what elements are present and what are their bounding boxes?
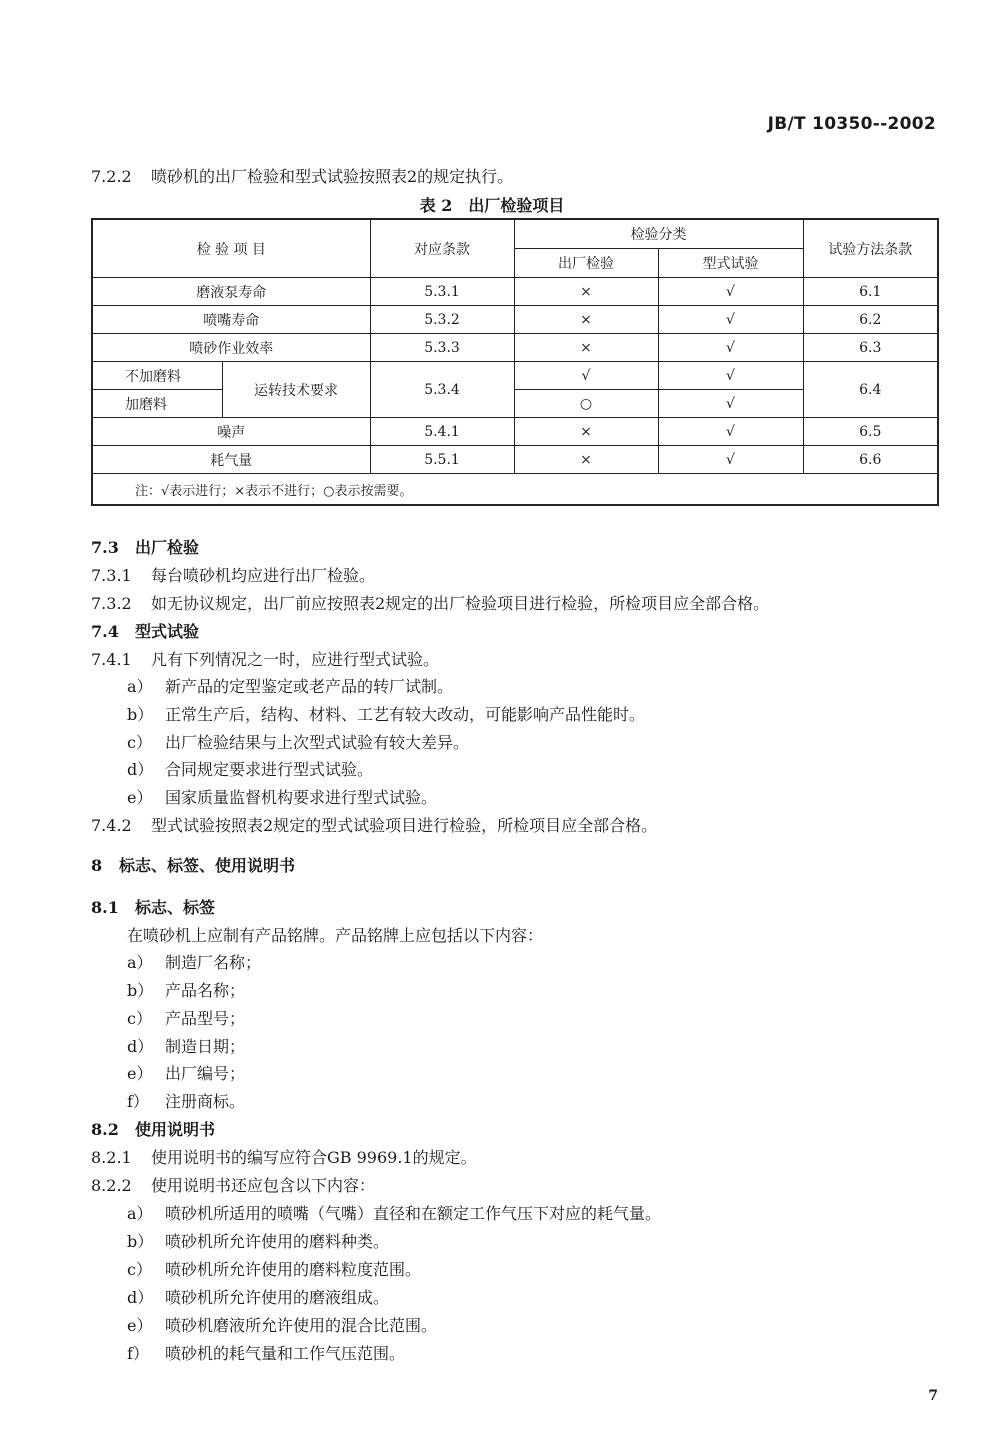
row-method: 6.5 [803, 418, 938, 446]
clause-line [127, 1064, 245, 1084]
clause-line [91, 1176, 375, 1196]
clause-line [127, 677, 453, 697]
clause-number: 7.4 [91, 622, 119, 641]
clause-number: 7.4.1 [91, 650, 132, 669]
clause-text: 标志、标签、使用说明书 [119, 856, 296, 875]
header-factory: 出厂检验 [514, 249, 658, 278]
row-item: 磨液泵寿命 [92, 278, 370, 306]
clause-line [127, 1260, 421, 1280]
clause-number: 7.4.2 [91, 816, 132, 835]
row-method: 6.6 [803, 446, 938, 474]
row-clause: 5.4.1 [370, 418, 514, 446]
header-type-test: 型式试验 [658, 249, 803, 278]
clause-number: b） [127, 705, 154, 724]
clause-text: 合同规定要求进行型式试验。 [165, 760, 374, 779]
clause-number: d） [127, 1037, 154, 1056]
clause-number: c） [127, 1260, 152, 1279]
row-factory-mark: × [514, 446, 658, 474]
clause-number: 8.2.2 [91, 1176, 132, 1195]
clause-line [127, 981, 245, 1001]
row-clause: 5.3.4 [370, 362, 514, 418]
row-method: 6.3 [803, 334, 938, 362]
clause-line [127, 733, 469, 753]
standard-code: JB/T 10350--2002 [767, 114, 936, 134]
clause-text: 喷砂机的出厂检验和型式试验按照表2的规定执行。 [151, 167, 514, 186]
clause-line [127, 1288, 389, 1308]
clause-text: 喷砂机所适用的喷嘴（气嘴）直径和在额定工作气压下对应的耗气量。 [165, 1204, 662, 1223]
clause-number: 7.3 [91, 538, 119, 557]
clause-line [127, 1009, 245, 1029]
row-type-mark: √ [658, 278, 803, 306]
row-type-mark: √ [658, 306, 803, 334]
clause-line [127, 1232, 389, 1252]
clause-number: 7.2.2 [91, 167, 132, 186]
clause-text: 喷砂机所允许使用的磨料种类。 [165, 1232, 390, 1251]
row-type-mark: √ [658, 446, 803, 474]
clause-line [91, 622, 199, 642]
clause-line [127, 788, 437, 808]
header-item: 检 验 项 目 [92, 219, 370, 278]
row-clause: 5.5.1 [370, 446, 514, 474]
row-type-mark: √ [658, 334, 803, 362]
clause-text: 产品名称； [165, 981, 246, 1000]
table-row [92, 278, 938, 306]
clause-text: 国家质量监督机构要求进行型式试验。 [165, 788, 438, 807]
row-clause: 5.3.2 [370, 306, 514, 334]
clause-text: 制造日期； [165, 1037, 246, 1056]
row-clause: 5.3.1 [370, 278, 514, 306]
clause-number: 8 [91, 856, 103, 875]
header-category: 检验分类 [514, 219, 803, 249]
table-row [92, 306, 938, 334]
clause-number: a） [127, 1204, 153, 1223]
clause-number: 7.3.1 [91, 566, 132, 585]
clause-line [91, 566, 375, 586]
table-row [92, 446, 938, 474]
table-caption: 表 2 出厂检验项目 [419, 196, 565, 215]
clause-text: 使用说明书的编写应符合GB 9969.1的规定。 [151, 1148, 477, 1167]
clause-number: e） [127, 788, 153, 807]
table-row [92, 418, 938, 446]
clause-number: e） [127, 1064, 153, 1083]
clause-line [91, 1120, 215, 1140]
clause-number: e） [127, 1316, 153, 1335]
clause-text: 型式试验 [135, 622, 200, 641]
clause-number: a） [127, 677, 153, 696]
clause-number: 7.3.2 [91, 594, 132, 613]
page-number: 7 [928, 1388, 938, 1404]
row-clause: 5.3.3 [370, 334, 514, 362]
clause-line [91, 538, 199, 558]
clause-line [91, 594, 769, 614]
row-type-mark: √ [658, 362, 803, 390]
row-type-mark: √ [658, 390, 803, 418]
clause-number: 8.2 [91, 1120, 119, 1139]
clause-line [127, 1204, 661, 1224]
clause-line [91, 816, 657, 836]
row-factory-mark: √ [514, 362, 658, 390]
clause-number: 8.1 [91, 898, 119, 917]
clause-number: d） [127, 1288, 154, 1307]
clause-text: 如无协议规定，出厂前应按照表2规定的出厂检验项目进行检验，所检项目应全部合格。 [151, 594, 770, 613]
row-type-mark: √ [658, 418, 803, 446]
clause-line [127, 705, 645, 725]
clause-text: 使用说明书 [135, 1120, 216, 1139]
clause-line [127, 1316, 437, 1336]
clause-line [127, 953, 261, 973]
row-factory-mark: ○ [514, 390, 658, 418]
clause-text: 制造厂名称； [165, 953, 262, 972]
clause-text: 型式试验按照表2规定的型式试验项目进行检验，所检项目应全部合格。 [151, 816, 658, 835]
clause-text: 出厂检验结果与上次型式试验有较大差异。 [165, 733, 470, 752]
clause-text: 使用说明书还应包含以下内容： [151, 1176, 376, 1195]
clause-text: 正常生产后，结构、材料、工艺有较大改动，可能影响产品性能时。 [165, 705, 646, 724]
table-row [92, 362, 938, 390]
clause-line [91, 1148, 477, 1168]
row-method: 6.4 [803, 362, 938, 418]
table-note: 注：√表示进行；×表示不进行；○表示按需要。 [92, 474, 938, 506]
clause-text: 在喷砂机上应制有产品铭牌。产品铭牌上应包括以下内容： [127, 926, 544, 945]
row-item: 噪声 [92, 418, 370, 446]
header-clause: 对应条款 [370, 219, 514, 278]
clause-number: c） [127, 733, 152, 752]
header-method: 试验方法条款 [803, 219, 938, 278]
row-item-operation: 运转技术要求 [222, 362, 370, 418]
clause-line [127, 1344, 405, 1364]
row-subitem-no-abrasive: 不加磨料 [92, 362, 222, 390]
clause-text: 喷砂机磨液所允许使用的混合比范围。 [165, 1316, 438, 1335]
table-row [92, 334, 938, 362]
clause-text: 注册商标。 [165, 1092, 246, 1111]
clause-number: a） [127, 953, 153, 972]
clause-number: f） [127, 1092, 149, 1111]
clause-line [127, 926, 543, 946]
row-item: 耗气量 [92, 446, 370, 474]
clause-line [91, 650, 439, 670]
clause-text: 出厂检验 [135, 538, 200, 557]
clause-text: 新产品的定型鉴定或老产品的转厂试制。 [165, 677, 454, 696]
clause-number: b） [127, 1232, 154, 1251]
row-item: 喷嘴寿命 [92, 306, 370, 334]
clause-text: 产品型号； [165, 1009, 246, 1028]
clause-line [91, 856, 295, 876]
clause-number: d） [127, 760, 154, 779]
clause-text: 喷砂机所允许使用的磨料粒度范围。 [165, 1260, 422, 1279]
inspection-table [91, 218, 939, 506]
clause-text: 喷砂机所允许使用的磨液组成。 [165, 1288, 390, 1307]
clause-text: 凡有下列情况之一时，应进行型式试验。 [151, 650, 440, 669]
clause-7-2-2 [91, 167, 513, 187]
clause-line [127, 760, 373, 780]
clause-text: 每台喷砂机均应进行出厂检验。 [151, 566, 376, 585]
row-factory-mark: × [514, 418, 658, 446]
row-item: 喷砂作业效率 [92, 334, 370, 362]
clause-line [127, 1037, 245, 1057]
row-factory-mark: × [514, 334, 658, 362]
clause-line [127, 1092, 245, 1112]
row-factory-mark: × [514, 278, 658, 306]
clause-number: c） [127, 1009, 152, 1028]
clause-text: 标志、标签 [135, 898, 216, 917]
clause-number: f） [127, 1344, 149, 1363]
clause-text: 喷砂机的耗气量和工作气压范围。 [165, 1344, 406, 1363]
clause-number: b） [127, 981, 154, 1000]
row-factory-mark: × [514, 306, 658, 334]
clause-text: 出厂编号； [165, 1064, 246, 1083]
clause-number: 8.2.1 [91, 1148, 132, 1167]
row-method: 6.2 [803, 306, 938, 334]
row-subitem-abrasive: 加磨料 [92, 390, 222, 418]
clause-line [91, 898, 215, 918]
row-method: 6.1 [803, 278, 938, 306]
